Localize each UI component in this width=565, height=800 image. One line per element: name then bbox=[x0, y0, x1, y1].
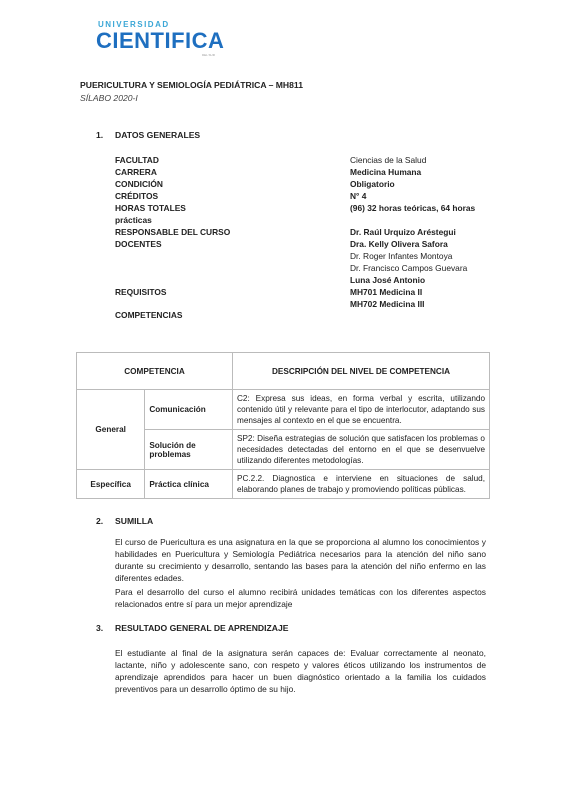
value-requisito-1: MH701 Medicina II bbox=[350, 287, 423, 297]
label-horas-cont: prácticas bbox=[115, 215, 152, 225]
table-cell-desc: PC.2.2. Diagnostica e interviene en situaciones de salud, elaborando planes de trabajo y promoviendo políticas públicas. bbox=[233, 470, 490, 499]
label-carrera: CARRERA bbox=[115, 167, 157, 177]
resultado-paragraph: El estudiante al final de la asignatura serán capaces de: Evaluar correctamente al neonato, lactante, niño y adolescente sano, con respeto y valores éticos utilizando los instrumentos de aprendizaje aprendidos para hacer un buen diagnóstico orientado a la familia los cuidados preventivos para un desarrollo óptimo de su hijo. bbox=[115, 648, 486, 694]
value-responsable: Dr. Raúl Urquizo Aréstegui bbox=[350, 227, 456, 237]
label-creditos: CRÉDITOS bbox=[115, 191, 159, 201]
table-cell-desc: SP2: Diseña estrategias de solución que satisfacen los problemas o necesidades detectadas del entorno en el que se desenvuelve utilizando diferentes metodologías. bbox=[233, 430, 490, 470]
table-row bbox=[77, 390, 490, 430]
label-requisitos: REQUISITOS bbox=[115, 287, 167, 297]
label-facultad: FACULTAD bbox=[115, 155, 159, 165]
table-cell-sub: Solución de problemas bbox=[145, 430, 233, 470]
section-number: 2. bbox=[96, 516, 104, 526]
value-docente-4: Luna José Antonio bbox=[350, 275, 426, 285]
label-competencias: COMPETENCIAS bbox=[115, 310, 183, 320]
section-title: SUMILLA bbox=[115, 516, 154, 526]
table-header-row bbox=[77, 353, 490, 390]
label-docentes: DOCENTES bbox=[115, 239, 162, 249]
section-title: RESULTADO GENERAL DE APRENDIZAJE bbox=[115, 623, 289, 633]
value-docente-2: Dr. Roger Infantes Montoya bbox=[350, 251, 453, 261]
document-subtitle: SÍLABO 2020-I bbox=[80, 93, 138, 103]
label-horas: HORAS TOTALES bbox=[115, 203, 186, 213]
table-cell-sub: Práctica clínica bbox=[145, 470, 233, 499]
table-cell-sub: Comunicación bbox=[145, 390, 233, 430]
value-facultad: Ciencias de la Salud bbox=[350, 155, 427, 165]
table-header-competencia: COMPETENCIA bbox=[77, 353, 233, 390]
sumilla-paragraph-2: Para el desarrollo del curso el alumno recibirá unidades temáticas con los diferentes aspectos relacionados entre sí para un mejor aprendizaje bbox=[115, 587, 486, 609]
competencies-table bbox=[76, 352, 490, 499]
value-docente-3: Dr. Francisco Campos Guevara bbox=[350, 263, 468, 273]
value-condicion: Obligatorio bbox=[350, 179, 395, 189]
value-requisito-2: MH702 Medicina III bbox=[350, 299, 425, 309]
logo-university-label: UNIVERSIDAD bbox=[98, 20, 170, 29]
value-horas: (96) 32 horas teóricas, 64 horas bbox=[350, 203, 476, 213]
document-title: PUERICULTURA Y SEMIOLOGÍA PEDIÁTRICA – MH811 bbox=[80, 80, 303, 90]
value-creditos: N° 4 bbox=[350, 191, 367, 201]
value-docente-1: Dra. Kelly Olivera Safora bbox=[350, 239, 448, 249]
logo-subtitle: DEL SUR bbox=[202, 53, 215, 57]
label-responsable: RESPONSABLE DEL CURSO bbox=[115, 227, 231, 237]
logo-name: CIENTIFICA bbox=[96, 28, 225, 53]
value-carrera: Medicina Humana bbox=[350, 167, 422, 177]
label-condicion: CONDICIÓN bbox=[115, 179, 163, 189]
table-cell-group: General bbox=[77, 390, 145, 470]
table-cell-desc: C2: Expresa sus ideas, en forma verbal y escrita, utilizando contenido útil y relevante para el tipo de interlocutor, adaptando sus mensajes al contexto en el que se encuentra. bbox=[233, 390, 490, 430]
section-number: 1. bbox=[96, 130, 104, 140]
section-title: DATOS GENERALES bbox=[115, 130, 201, 140]
table-header-descripcion: DESCRIPCIÓN DEL NIVEL DE COMPETENCIA bbox=[233, 353, 490, 390]
table-cell-group: Específica bbox=[77, 470, 145, 499]
sumilla-paragraph-1: El curso de Puericultura es una asignatura en la que se proporciona al alumno los conocimientos y habilidades en Puericultura y Semiología Pediátrica necesarios para la atención del niño sano durante su crecimiento y desarrollo, sentando las bases para la atención del niño enfermo en las diferentes edades. bbox=[115, 537, 486, 583]
section-number: 3. bbox=[96, 623, 104, 633]
table-row bbox=[77, 470, 490, 499]
